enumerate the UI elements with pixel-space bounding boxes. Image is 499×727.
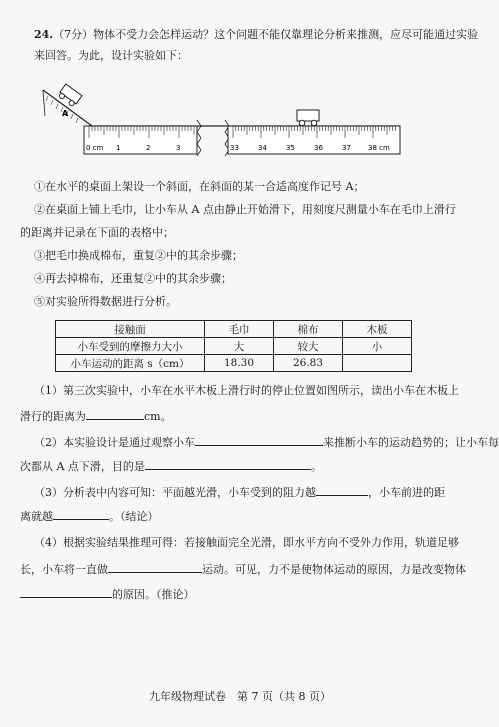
q3-text-b: ，小车前进的距 (368, 486, 445, 499)
q3-line1 (34, 484, 445, 500)
car-on-incline (57, 84, 82, 107)
table-header-cell: 棉布 (274, 321, 343, 338)
q2-text-d: 。 (310, 460, 322, 473)
q2-line1 (34, 434, 499, 450)
step-4: ④再去掉棉布，还重复②中的其余步骤； (34, 272, 232, 285)
ruler-right-label-0: 33 (230, 144, 239, 152)
table-cell: 小车运动的距离 s（cm） (56, 355, 205, 372)
table-header-cell: 毛巾 (205, 321, 274, 338)
q2-answer-blank-2[interactable] (145, 458, 311, 470)
q2-text-c: 次都从 A 点下滑，目的是 (20, 460, 145, 473)
question-number: 24. (34, 28, 54, 41)
q1-text: 滑行的距离为 (20, 410, 86, 423)
q2-text-b: 来推断小车的运动趋势的；让小车每 (323, 436, 499, 449)
point-a-label: A (62, 109, 69, 118)
question-intro-line2: 来回答。为此，设计实验如下： (34, 49, 188, 62)
incline-back (43, 90, 45, 116)
car-on-track (297, 110, 319, 126)
table-cell: 大 (205, 338, 274, 355)
table-cell: 较大 (274, 338, 343, 355)
table-header-cell: 木板 (343, 321, 412, 338)
q1-line1: （1）第三次实验中，小车在水平木板上滑行时的停止位置如图所示，读出小车在木板上 (34, 384, 459, 397)
table-row (56, 338, 412, 355)
step-1: ①在水平的桌面上架设一个斜面，在斜面的某一合适高度作记号 A； (34, 180, 365, 193)
page-footer: 九年级物理试卷 第 7 页（共 8 页） (149, 690, 331, 703)
question-header-line (34, 28, 478, 42)
ruler-left-label-0: 0 cm (86, 144, 104, 152)
ruler-right-label-2: 35 (286, 144, 295, 152)
q3-line2 (20, 508, 159, 524)
ruler-left-label-2: 2 (146, 144, 151, 152)
q3-text-d: 。（结论） (109, 510, 159, 523)
q4-line2 (20, 561, 466, 577)
q2-answer-blank-1[interactable] (195, 434, 323, 446)
q3-answer-blank-2[interactable] (53, 508, 109, 520)
table-cell (343, 355, 412, 372)
experiment-figure (0, 68, 480, 178)
q4-answer-blank-1[interactable] (108, 561, 202, 573)
q4-text-c: 的原因。（推论） (112, 588, 195, 601)
question-intro-line1: 物体不受力会怎样运动？这个问题不能仅靠理论分析来推测，应尽可能通过实验 (93, 28, 479, 41)
step-5: ⑤对实验所得数据进行分析。 (34, 295, 177, 308)
q1-answer-blank[interactable] (86, 408, 144, 420)
question-score: （7分） (53, 28, 94, 41)
table-header-cell: 接触面 (56, 321, 205, 338)
ruler-left-label-3: 3 (176, 144, 181, 152)
q3-text-a: （3）分析表中内容可知：平面越光滑，小车受到的阻力越 (34, 486, 316, 499)
results-table (55, 320, 412, 372)
q2-text-a: （2）本实验设计是通过观察小车 (34, 436, 195, 449)
q1-unit: cm。 (144, 410, 172, 423)
q4-text-b: 运动。可见，力不是使物体运动的原因，力是改变物体 (202, 563, 466, 576)
q3-text-c: 离就越 (20, 510, 53, 523)
table-row (56, 355, 412, 372)
q4-line1: （4）根据实验结果推理可得：若接触面完全光滑，即水平方向不受外力作用，轨道足够 (34, 536, 459, 549)
ruler-right-label-3: 36 (314, 144, 323, 152)
q3-answer-blank-1[interactable] (316, 484, 368, 496)
ruler-right-label-4: 37 (342, 144, 351, 152)
table-cell: 18.30 (205, 355, 274, 372)
ruler-right-label-5: 38 cm (368, 144, 390, 152)
step-2: ②在桌面上铺上毛巾，让小车从 A 点由静止开始滑下，用刻度尺测量小车在毛巾上滑行 (34, 203, 456, 216)
ruler-left-label-1: 1 (116, 144, 121, 152)
q1-line2 (20, 408, 172, 424)
table-cell: 小车受到的摩擦力大小 (56, 338, 205, 355)
q2-line2 (20, 458, 322, 474)
q4-answer-blank-2[interactable] (20, 586, 112, 598)
q4-line3 (20, 586, 195, 602)
step-3: ③把毛巾换成棉布，重复②中的其余步骤； (34, 249, 243, 262)
table-cell: 小 (343, 338, 412, 355)
table-cell: 26.83 (274, 355, 343, 372)
table-header-row (56, 321, 412, 338)
q4-text-a: 长，小车将一直做 (20, 563, 108, 576)
step-2-cont: 的距离并记录在下面的表格中； (20, 226, 174, 239)
ruler-right-label-1: 34 (258, 144, 267, 152)
